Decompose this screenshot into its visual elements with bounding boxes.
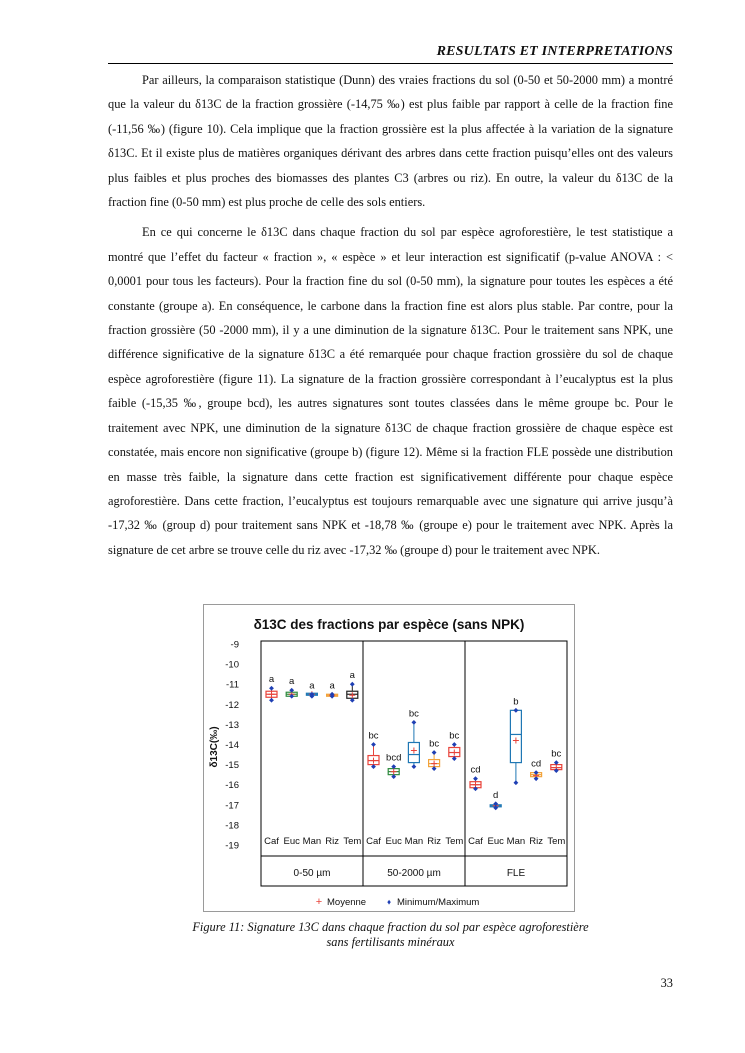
- y-tick-label: -16: [225, 780, 239, 792]
- category-tick-label: Tem: [547, 836, 566, 847]
- group-label: 0-50 µm: [293, 868, 331, 879]
- y-tick-label: -14: [225, 740, 239, 751]
- category-tick-label: Man: [404, 836, 424, 847]
- category-tick-label: Riz: [427, 836, 441, 847]
- legend-minmax-label: Minimum/Maximum: [397, 897, 480, 908]
- figure-caption: [108, 920, 673, 950]
- d13c-boxplot-chart: [203, 604, 575, 912]
- significance-letter: bcd: [386, 752, 402, 764]
- figure-11: [203, 604, 575, 912]
- y-tick-label: -13: [225, 719, 239, 731]
- significance-letter: a: [329, 680, 335, 692]
- legend-mean-label: Moyenne: [327, 897, 367, 908]
- group-label: 50-2000 µm: [387, 868, 441, 879]
- y-tick-label: -15: [225, 760, 239, 772]
- group-label: FLE: [506, 868, 526, 879]
- significance-letter: bc: [449, 730, 460, 742]
- significance-letter: bc: [551, 748, 562, 760]
- significance-letter: a: [289, 676, 295, 688]
- significance-letter: d: [493, 789, 499, 801]
- y-tick-label: -12: [225, 699, 239, 711]
- category-tick-label: Euc: [385, 836, 402, 847]
- category-tick-label: Man: [302, 836, 322, 847]
- significance-letter: cd: [470, 764, 481, 776]
- significance-letter: cd: [531, 758, 542, 770]
- y-tick-label: -11: [225, 679, 239, 691]
- category-tick-label: Man: [506, 836, 526, 847]
- paragraph-1: Par ailleurs, la comparaison statistique (Dunn) des vraies fractions du sol (0-50 et 50-2000 mm) a montré que la valeur du δ13C de la fraction grossière (-14,75 ‰) est plus faible par rapport à celle de la fraction fine (-11,56 ‰) (figure 10). Cela implique que la fraction grossière est la plus affectée à la variation de la signature δ13C. Et il existe plus de matières organiques dérivant des arbres dans cette fraction puisqu’elles ont des valeurs plus faibles et plus proches des biomasses des plantes C3 (arbres ou riz). En outre, la valeur du δ13C de la fraction fine (0-50 mm) est plus proche de celle des sols entiers.: [108, 73, 673, 210]
- y-axis-label: δ13C(‰): [209, 726, 220, 768]
- significance-letter: bc: [408, 708, 419, 720]
- y-tick-label: -19: [225, 840, 239, 852]
- caption-line-2: sans fertilisants minéraux: [326, 935, 455, 949]
- significance-letter: bc: [429, 738, 440, 750]
- significance-letter: bc: [368, 730, 379, 742]
- paragraph-2: En ce qui concerne le δ13C dans chaque fraction du sol par espèce agroforestière, le test statistique a montré que l’effet du facteur « fraction », « espèce » et leur interaction est significatif (p-value ANOVA : < 0,0001 pour tous les facteurs). Pour la fraction fine du sol (0-50 mm), la signature pour toutes les espèces a été constante (groupe a). En conséquence, le carbone dans la fraction fine est alors plus stable. Par contre, pour la fraction grossière (50 -2000 mm), il y a une diminution de la signature δ13C. Pour le traitement sans NPK, une différence significative de la signature δ13C a été remarquée pour chaque fraction grossière du sol de chaque espèce agroforestière (figure 11). La signature de la fraction grossière correspondant à l’eucalyptus est la plus faible (-15,35 ‰, groupe bcd), les autres signatures sont toutes classées dans le même groupe bc. Pour le traitement avec NPK, une diminution de la signature δ13C de chaque fraction grossière de chaque espèce est constatée, mais encore non significative (groupe b) (figure 12). Même si la fraction FLE possède une distribution en masse très faible, la signature dans cette fraction est significativement différente pour chaque espèce agroforestière. Dans cette fraction, l’eucalyptus est toujours remarquable avec une signature qui arrive jusqu’à -17,32 ‰ (group d) pour traitement sans NPK et -18,78 ‰ (groupe e) pour le traitement avec NPK. Après la signature de cet arbre se trouve celle du riz avec -17,32 ‰ (groupe d) pour le traitement avec NPK.: [108, 225, 673, 557]
- category-tick-label: Tem: [445, 836, 464, 847]
- y-tick-label: -17: [225, 800, 239, 812]
- significance-letter: a: [268, 674, 275, 686]
- y-tick-label: -10: [225, 659, 239, 671]
- category-tick-label: Euc: [487, 836, 504, 847]
- page-number: 33: [660, 976, 673, 990]
- significance-letter: a: [309, 680, 315, 692]
- category-tick-label: Riz: [529, 836, 543, 847]
- caption-line-1: Figure 11: Signature 13C dans chaque fraction du sol par espèce agroforestière: [192, 920, 589, 934]
- category-tick-label: Caf: [468, 836, 483, 847]
- category-tick-label: Euc: [283, 836, 300, 847]
- chart-title: δ13C des fractions par espèce (sans NPK): [253, 617, 525, 632]
- body-text: [108, 68, 673, 562]
- significance-letter: b: [513, 696, 519, 708]
- significance-letter: a: [349, 670, 355, 682]
- running-header: RESULTATS ET INTERPRETATIONS: [436, 44, 673, 59]
- category-tick-label: Caf: [366, 836, 381, 847]
- header-rule: [108, 63, 673, 64]
- legend-mean-marker: +: [315, 896, 323, 908]
- category-tick-label: Caf: [264, 836, 279, 847]
- category-tick-label: Tem: [343, 836, 362, 847]
- category-tick-label: Riz: [325, 836, 339, 847]
- y-tick-label: -9: [230, 639, 239, 651]
- y-tick-label: -18: [225, 820, 239, 832]
- legend-minmax-marker: ♦: [386, 897, 392, 907]
